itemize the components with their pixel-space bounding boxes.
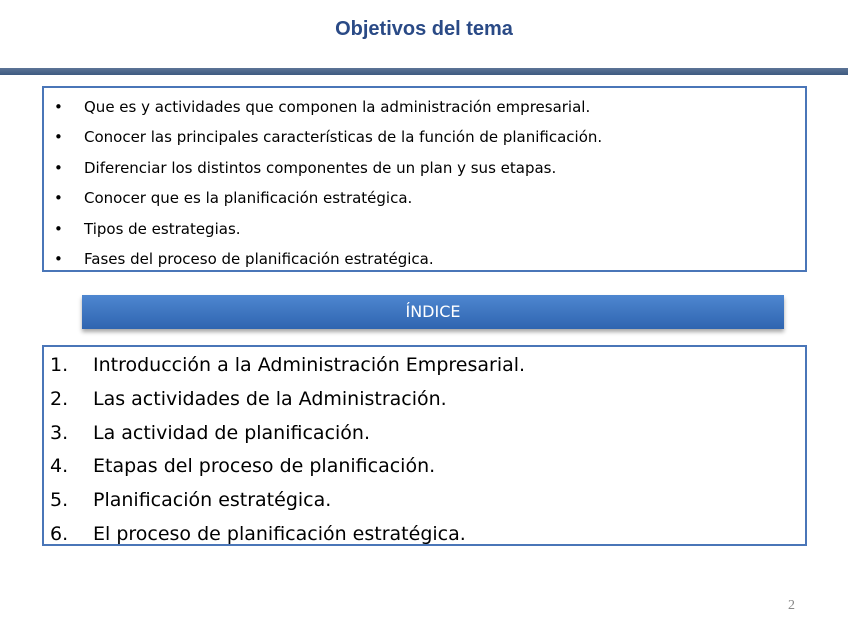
index-item [44, 417, 805, 451]
objectives-list [44, 92, 805, 274]
index-number: 5. [50, 489, 69, 512]
index-list [44, 349, 805, 552]
index-item [44, 518, 805, 552]
index-number: 4. [50, 455, 69, 478]
page-number: 2 [788, 598, 795, 613]
index-text: La actividad de planificación. [93, 421, 370, 444]
index-text: Etapas del proceso de planificación. [93, 455, 436, 478]
slide-title: Objetivos del tema [335, 18, 513, 40]
objective-text: Diferenciar los distintos componentes de un plan y sus etapas. [84, 158, 557, 177]
objective-text: Que es y actividades que componen la administración empresarial. [84, 98, 591, 116]
objective-item [44, 244, 805, 274]
objective-item [44, 122, 805, 152]
bullet-icon: • [54, 98, 63, 116]
index-box [42, 345, 807, 546]
bullet-icon: • [54, 219, 63, 238]
index-item [44, 450, 805, 484]
index-text: Planificación estratégica. [93, 489, 332, 512]
objective-item [44, 183, 805, 213]
bullet-icon: • [54, 158, 63, 177]
objective-text: Conocer las principales características de la función de planificación. [84, 128, 603, 147]
bullet-icon: • [54, 128, 63, 147]
index-text: Las actividades de la Administración. [93, 387, 447, 410]
index-number: 1. [50, 354, 69, 376]
index-heading-bar: ÍNDICE [82, 295, 784, 329]
index-item [44, 484, 805, 518]
bullet-icon: • [54, 249, 63, 268]
index-number: 6. [50, 522, 69, 545]
bullet-icon: • [54, 189, 63, 208]
objective-item [44, 153, 805, 183]
objective-item [44, 214, 805, 244]
index-number: 2. [50, 387, 69, 410]
objective-text: Tipos de estrategias. [84, 219, 241, 238]
objective-text: Fases del proceso de planificación estratégica. [84, 249, 434, 268]
index-number: 3. [50, 421, 69, 444]
title-divider [0, 68, 848, 75]
objectives-box [42, 86, 807, 272]
objective-item [44, 92, 805, 122]
index-item [44, 349, 805, 383]
index-text: Introducción a la Administración Empresarial. [93, 354, 526, 376]
objective-text: Conocer que es la planificación estratégica. [84, 189, 413, 208]
index-item [44, 383, 805, 417]
index-text: El proceso de planificación estratégica. [93, 522, 466, 545]
